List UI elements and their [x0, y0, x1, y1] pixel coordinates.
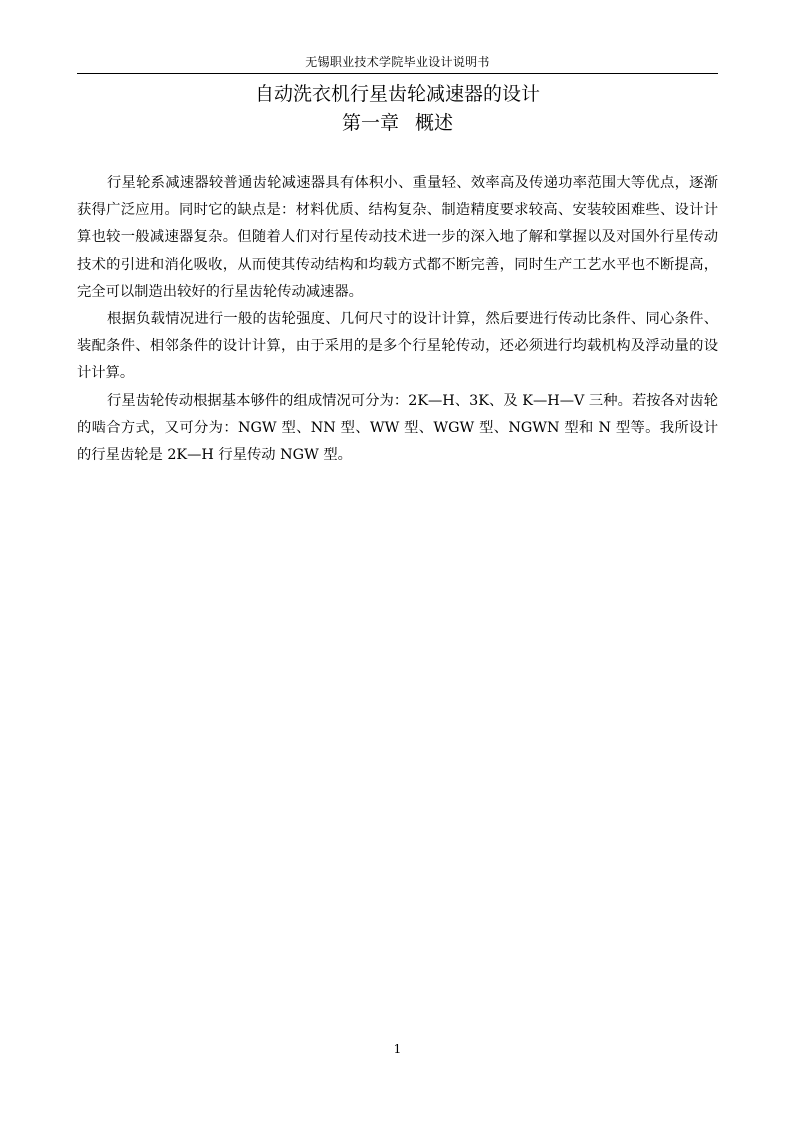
- chapter-heading: [77, 110, 718, 136]
- header-rule: [77, 73, 718, 74]
- paragraph-3: 行星齿轮传动根据基本够件的组成情况可分为：2K—H、3K、及 K—H—V 三种。若按各对齿轮的啮合方式，又可分为：NGW 型、NN 型、WW 型、WGW 型、NGWN 型和 N 型等。我所设计的行星齿轮是 2K—H 行星传动 NGW 型。: [77, 392, 718, 464]
- running-header: 无锡职业技术学院毕业设计说明书: [305, 55, 490, 69]
- chapter-number: 第一章: [341, 112, 399, 134]
- page-number: 1: [393, 1042, 402, 1056]
- paragraph-1: 行星轮系减速器较普通齿轮减速器具有体积小、重量轻、效率高及传递功率范围大等优点，逐渐获得广泛应用。同时它的缺点是：材料优质、结构复杂、制造精度要求较高、安装较困难些、设计计算也较一般减速器复杂。但随着人们对行星传动技术进一步的深入地了解和掌握以及对国外行星传动技术的引进和消化吸收，从而使其传动结构和均载方式都不断完善，同时生产工艺水平也不断提高，完全可以制造出较好的行星齿轮传动减速器。: [77, 175, 718, 300]
- document-title: 自动洗衣机行星齿轮减速器的设计: [254, 83, 540, 105]
- paragraph-2: 根据负载情况进行一般的齿轮强度、几何尺寸的设计计算，然后要进行传动比条件、同心条件、装配条件、相邻条件的设计计算，由于采用的是多个行星轮传动，还必须进行均载机构及浮动量的设计计算。: [77, 311, 718, 382]
- body-text: [77, 170, 718, 469]
- chapter-name: 概述: [415, 112, 454, 134]
